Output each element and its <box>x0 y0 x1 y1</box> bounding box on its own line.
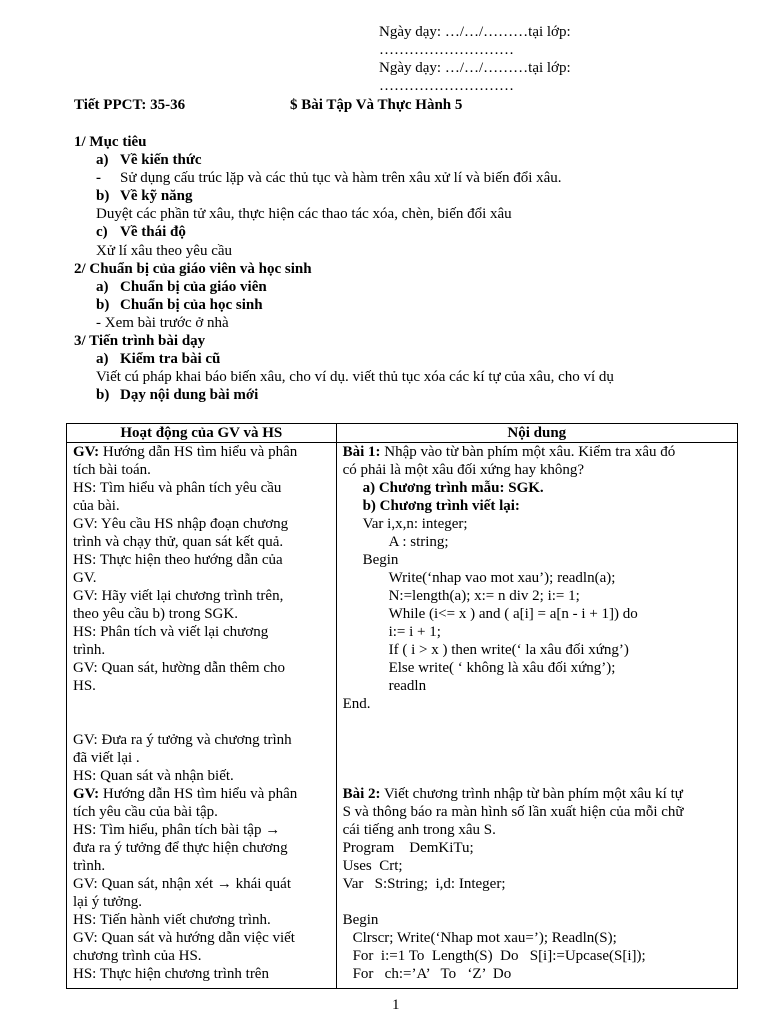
text-line <box>73 839 330 857</box>
table-row <box>67 443 738 989</box>
text-line <box>73 821 330 839</box>
content-lines <box>343 443 731 983</box>
line-text: trình và chạy thử, quan sát kết quả. <box>73 534 284 550</box>
text-line <box>73 443 330 461</box>
line-text: của bài. <box>73 498 120 514</box>
text-line <box>343 821 731 839</box>
line-text: có phải là một xâu đối xứng hay không? <box>342 462 585 478</box>
text-line <box>343 479 731 497</box>
text-line <box>343 443 731 461</box>
text-line <box>73 875 330 893</box>
line-text: Hướng dẫn HS tìm hiểu và phân <box>99 444 298 460</box>
line-text: HS: Tiến hành viết chương trình. <box>73 912 271 928</box>
text-line <box>343 839 731 857</box>
proc-b-label: b) <box>96 387 110 403</box>
section-1-heading: 1/ Mục tiêu <box>74 134 147 150</box>
obj-b-heading: Về kỹ năng <box>120 188 193 204</box>
lesson-table <box>66 423 738 989</box>
proc-b-heading: Dạy nội dung bài mới <box>120 387 259 403</box>
obj-c-heading: Về thái độ <box>120 224 186 240</box>
text-line <box>343 533 731 551</box>
text-line <box>73 497 330 515</box>
line-text: N:=length(a); x:= n div 2; i:= 1; <box>388 588 580 604</box>
bold-lead: Bài 1: <box>342 444 381 460</box>
text-line <box>73 533 330 551</box>
section-2-heading: 2/ Chuẩn bị của giáo viên và học sinh <box>74 261 312 277</box>
line-text: GV: Hãy viết lại chương trình trên, <box>73 588 284 604</box>
text-line <box>343 551 731 569</box>
text-line <box>343 569 731 587</box>
text-line <box>73 731 330 749</box>
blank-line <box>343 767 731 785</box>
line-text: GV. <box>73 570 97 586</box>
text-line <box>343 641 731 659</box>
line-text: Viết chương trình nhập từ bàn phím một xâu kí tự <box>380 786 683 802</box>
dots-line-2: ……………………… <box>379 78 514 94</box>
line-text: Var i,x,n: integer; <box>362 516 468 532</box>
text-line <box>73 929 330 947</box>
line-text: readln <box>388 678 427 694</box>
line-text: HS. <box>73 678 96 694</box>
line-text: End. <box>342 696 371 712</box>
line-text: GV: Quan sát và hướng dẫn việc viết <box>73 930 295 946</box>
text-line <box>73 551 330 569</box>
line-text: Hướng dẫn HS tìm hiểu và phân <box>99 786 298 802</box>
text-line <box>73 965 330 983</box>
line-text: đã viết lại . <box>73 750 140 766</box>
blank-line <box>73 713 330 731</box>
line-text: đưa ra ý tưởng để thực hiện chương <box>73 840 288 856</box>
text-line <box>73 749 330 767</box>
text-line <box>73 605 330 623</box>
text-line <box>343 965 731 983</box>
text-line <box>343 605 731 623</box>
text-line <box>343 911 731 929</box>
text-line <box>343 929 731 947</box>
line-text: HS: Tìm hiểu và phân tích yêu cầu <box>73 480 282 496</box>
line-text: S và thông báo ra màn hình số lần xuất hiện của mỗi chữ <box>342 804 684 820</box>
section-3-heading: 3/ Tiến trình bài dạy <box>74 333 206 349</box>
line-text: Begin <box>342 912 379 928</box>
blank-line <box>343 749 731 767</box>
line-text: lại ý tưởng. <box>73 894 142 910</box>
text-line <box>73 461 330 479</box>
col-header-content: Nội dung <box>336 424 737 443</box>
line-text: While (i<= x ) and ( a[i] = a[n - i + 1]) do <box>388 606 638 622</box>
line-text: Uses Crt; <box>342 858 403 874</box>
obj-a-heading: Về kiến thức <box>120 152 202 168</box>
line-text: trình. <box>73 858 106 874</box>
bold-lead: GV: <box>73 786 100 802</box>
prep-b-heading: Chuẩn bị của học sinh <box>120 297 263 313</box>
text-line <box>73 515 330 533</box>
text-line <box>343 875 731 893</box>
text-line <box>73 587 330 605</box>
text-line <box>73 641 330 659</box>
proc-a-body: Viết cú pháp khai báo biến xâu, cho ví dụ. viết thủ tục xóa các kí tự của xâu, cho ví dụ <box>96 369 614 385</box>
text-line <box>73 569 330 587</box>
text-line <box>343 695 731 713</box>
bold-lead: GV: <box>73 444 100 460</box>
text-line <box>343 785 731 803</box>
text-line <box>73 893 330 911</box>
line-text: For ch:=’A’ To ‘Z’ Do <box>352 966 512 982</box>
bold-subheading: b) Chương trình viết lại: <box>362 498 520 514</box>
line-text: HS: Thực hiện chương trình trên <box>73 966 269 982</box>
line-text: trình. <box>73 642 106 658</box>
bold-lead: Bài 2: <box>342 786 381 802</box>
obj-c-body: Xử lí xâu theo yêu cầu <box>96 243 233 259</box>
line-text: Else write( ‘ không là xâu đối xứng’); <box>388 660 616 676</box>
text-line <box>73 857 330 875</box>
col-header-activities: Hoạt động của GV và HS <box>67 424 337 443</box>
prep-b-label: b) <box>96 297 110 313</box>
text-line <box>73 677 330 695</box>
line-text: Program DemKiTu; <box>342 840 474 856</box>
line-text: tích yêu cầu của bài tập. <box>73 804 218 820</box>
line-text: chương trình của HS. <box>73 948 202 964</box>
text-line <box>343 947 731 965</box>
text-line <box>73 947 330 965</box>
obj-b-label: b) <box>96 188 110 204</box>
activities-lines <box>73 443 330 983</box>
text-line <box>343 857 731 875</box>
text-line <box>73 659 330 677</box>
obj-a-label: a) <box>96 152 109 168</box>
date-line-1: Ngày dạy: …/…/………tại lớp: <box>379 24 571 40</box>
line-text: A : string; <box>388 534 449 550</box>
blank-line <box>343 731 731 749</box>
lesson-title: $ Bài Tập Và Thực Hành 5 <box>290 97 463 113</box>
line-text: tích bài toán. <box>73 462 151 478</box>
prep-a-label: a) <box>96 279 109 295</box>
text-line <box>73 623 330 641</box>
page-number: 1 <box>392 997 400 1013</box>
line-text: HS: Tìm hiểu, phân tích bài tập → <box>73 822 281 838</box>
text-line <box>73 767 330 785</box>
prep-a-heading: Chuẩn bị của giáo viên <box>120 279 267 295</box>
line-text: Var S:String; i,d: Integer; <box>342 876 506 892</box>
line-text: Begin <box>362 552 399 568</box>
dots-line-1: ……………………… <box>379 42 514 58</box>
text-line <box>343 587 731 605</box>
line-text: If ( i > x ) then write(‘ la xâu đối xứng’) <box>388 642 629 658</box>
line-text: HS: Thực hiện theo hướng dẫn của <box>73 552 283 568</box>
text-line <box>73 785 330 803</box>
text-line <box>343 515 731 533</box>
table-header-row <box>67 424 738 443</box>
line-text: GV: Yêu cầu HS nhập đoạn chương <box>73 516 289 532</box>
line-text: Nhập vào từ bàn phím một xâu. Kiểm tra xâu đó <box>380 444 676 460</box>
text-line <box>343 497 731 515</box>
prep-b-body: - Xem bài trước ở nhà <box>96 315 229 331</box>
text-line <box>73 479 330 497</box>
line-text: Write(‘nhap vao mot xau’); readln(a); <box>388 570 616 586</box>
proc-a-heading: Kiểm tra bài cũ <box>120 351 221 367</box>
obj-a-body: Sử dụng cấu trúc lặp và các thủ tục và hàm trên xâu xử lí và biến đổi xâu. <box>120 170 562 186</box>
line-text: GV: Đưa ra ý tưởng và chương trình <box>73 732 292 748</box>
line-text: cái tiếng anh trong xâu S. <box>342 822 496 838</box>
blank-line <box>343 713 731 731</box>
line-text: Clrscr; Write(‘Nhap mot xau=’); Readln(S); <box>352 930 617 946</box>
line-text: i:= i + 1; <box>388 624 441 640</box>
text-line <box>73 803 330 821</box>
blank-line <box>73 695 330 713</box>
text-line <box>343 623 731 641</box>
text-line <box>343 461 731 479</box>
proc-a-label: a) <box>96 351 109 367</box>
obj-b-body: Duyệt các phần tử xâu, thực hiện các thao tác xóa, chèn, biến đổi xâu <box>96 206 512 222</box>
obj-c-label: c) <box>96 224 108 240</box>
line-text: For i:=1 To Length(S) Do S[i]:=Upcase(S[i]); <box>352 948 646 964</box>
line-text: theo yêu cầu b) trong SGK. <box>73 606 238 622</box>
text-line <box>343 659 731 677</box>
text-line <box>343 677 731 695</box>
blank-line <box>343 893 731 911</box>
line-text: GV: Quan sát, nhận xét → khái quát <box>73 876 292 892</box>
line-text: HS: Phân tích và viết lại chương <box>73 624 269 640</box>
content-cell <box>336 443 737 989</box>
line-text: HS: Quan sát và nhận biết. <box>73 768 234 784</box>
bold-subheading: a) Chương trình mẫu: SGK. <box>362 480 544 496</box>
line-text: GV: Quan sát, hường dẫn thêm cho <box>73 660 285 676</box>
text-line <box>343 803 731 821</box>
bullet-dash: - <box>96 170 101 186</box>
date-line-2: Ngày dạy: …/…/………tại lớp: <box>379 60 571 76</box>
period-label: Tiết PPCT: 35-36 <box>74 97 186 113</box>
activities-cell <box>67 443 337 989</box>
text-line <box>73 911 330 929</box>
